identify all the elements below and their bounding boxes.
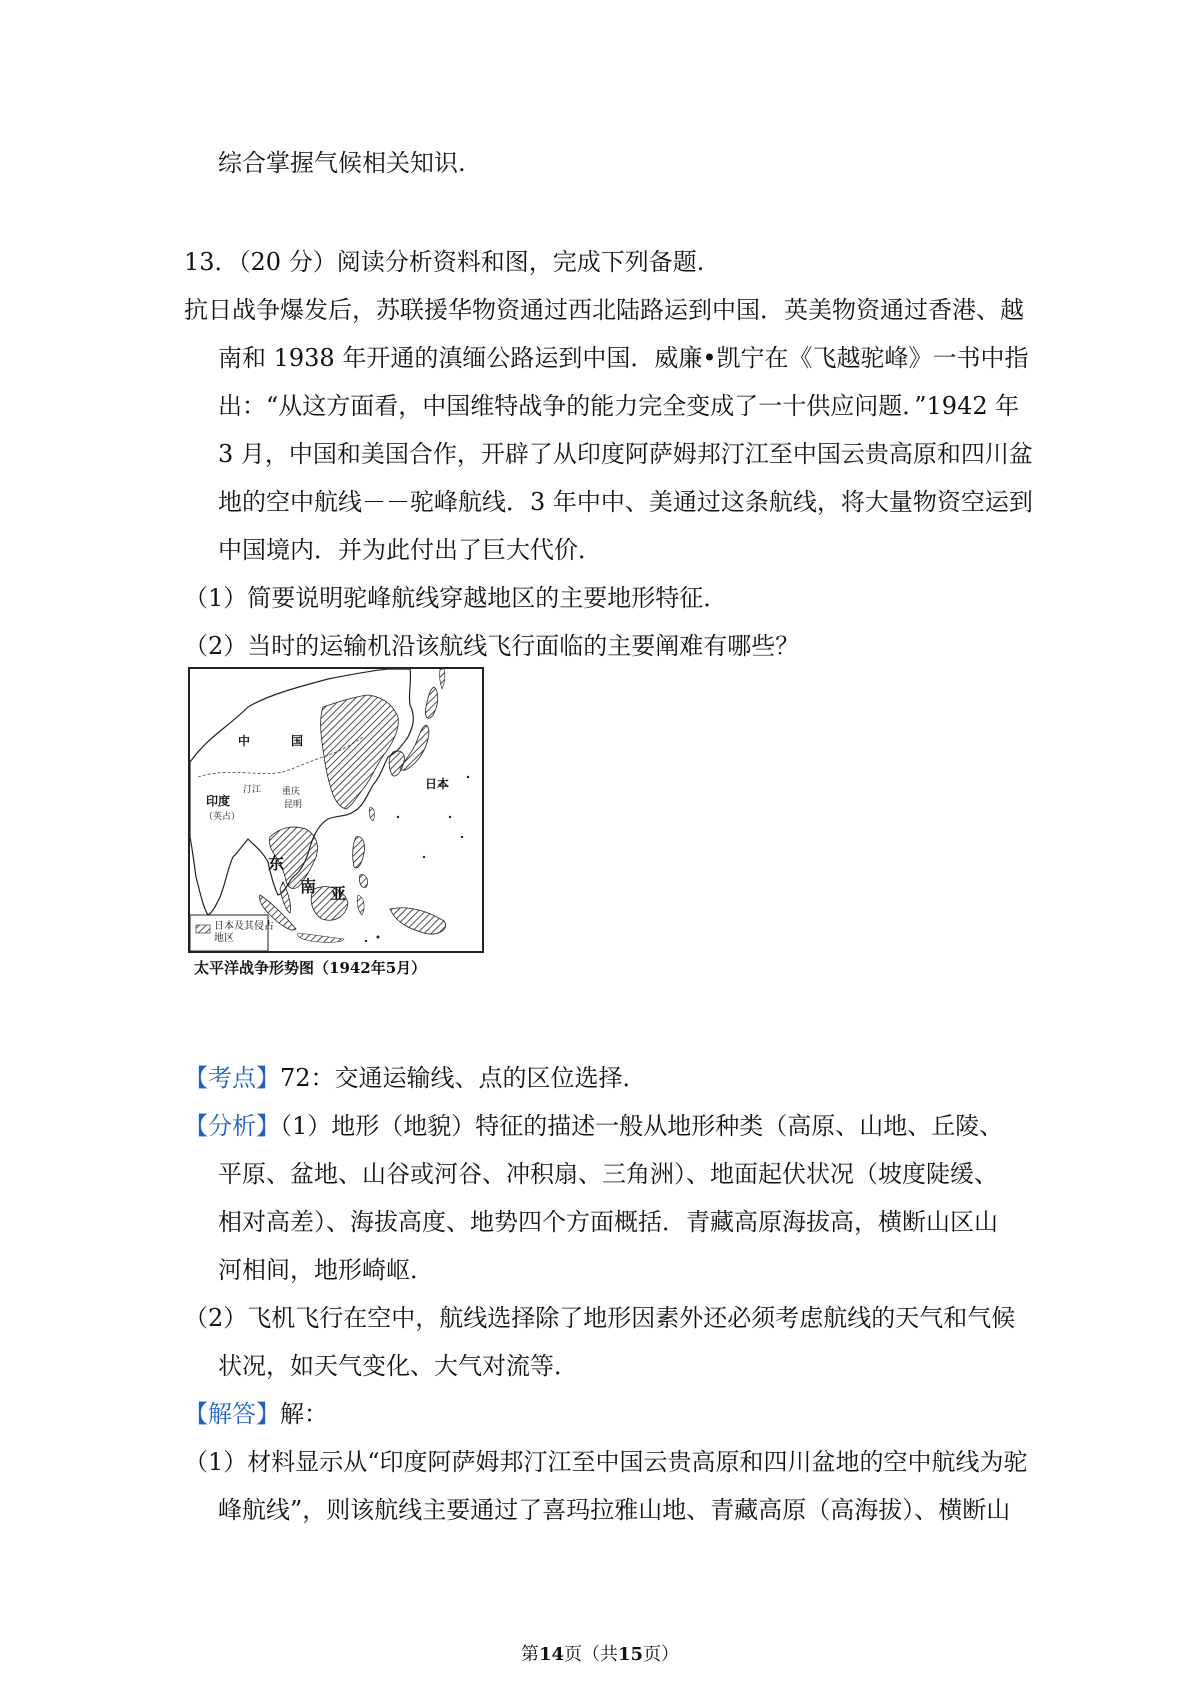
fenxi-tag: 【分析】 <box>184 1112 280 1140</box>
sub-question-1: （1）简要说明驼峰航线穿越地区的主要地形特征． <box>184 584 728 612</box>
map-label-dong: 东 <box>268 854 285 873</box>
map-legend-label: 日本及其侵占地区 <box>214 921 274 944</box>
footer-page-number: 14 <box>538 1644 564 1665</box>
fenxi-line: （2）飞机飞行在空中，航线选择除了地形因素外还必须考虑航线的天气和气候 <box>184 1304 1016 1332</box>
map-label-ya: 亚 <box>330 884 347 903</box>
fenxi-text: （1）地形（地貌）特征的描述一般从地形种类（高原、山地、丘陵、 <box>280 1112 1004 1140</box>
fenxi-line: 状况，如天气变化、大气对流等． <box>218 1352 578 1380</box>
jieda-line <box>184 1396 328 1432</box>
sub-question-2: （2）当时的运输机沿该航线飞行面临的主要阐难有哪些？ <box>184 632 800 660</box>
footer-total-pages: 15 <box>618 1644 644 1665</box>
fenxi-line: 河相间，地形崎岖． <box>218 1256 434 1284</box>
pacific-war-map-figure <box>188 667 484 983</box>
kaodian-tag: 【考点】 <box>184 1064 280 1092</box>
jieda-line: 峰航线”，则该航线主要通过了喜玛拉雅山地、青藏高原（高海拔）、横断山 <box>218 1496 1011 1524</box>
fenxi-line: 平原、盆地、山谷或河谷、冲积扇、三角洲）、地面起伏状况（坡度陡缓、 <box>218 1160 998 1188</box>
kaodian-text: 72：交通运输线、点的区位选择． <box>280 1064 647 1092</box>
fenxi-line <box>184 1108 1003 1144</box>
material-line: 地的空中航线－－驼峰航线．3 年中中、美通过这条航线，将大量物资空运到 <box>218 488 1033 516</box>
footer-pre: 第 <box>520 1644 539 1665</box>
previous-answer-tail: 综合掌握气候相关知识. <box>218 149 466 177</box>
material-line: 出：“从这方面看，中国维特战争的能力完全变成了一十供应问题．”1942 年 <box>218 392 1020 420</box>
material-line: 3 月，中国和美国合作，开辟了从印度阿萨姆邦汀江至中国云贵高原和四川盆 <box>218 440 1033 468</box>
map-caption: 太平洋战争形势图（1942年5月） <box>194 959 427 977</box>
map-label-nan: 南 <box>300 877 317 896</box>
kaodian-line <box>184 1060 647 1096</box>
map-label-japan: 日本 <box>425 777 450 791</box>
material-line: 南和 1938 年开通的滇缅公路运到中国．威廉•凯宁在《飞越驼峰》一书中指 <box>218 344 1029 372</box>
map-label-india: 印度 <box>206 794 231 808</box>
map-label-china: 中 <box>238 734 251 748</box>
fenxi-line: 相对高差）、海拔高度、地势四个方面概括．青藏高原海拔高，横断山区山 <box>218 1208 998 1236</box>
jieda-line: （1）材料显示从“印度阿萨姆邦汀江至中国云贵高原和四川盆地的空中航线为驼 <box>184 1448 1028 1476</box>
map-label-china: 国 <box>291 734 304 748</box>
footer-mid: 页（共 <box>564 1644 618 1665</box>
map-label-chongqing: 重庆 <box>282 787 301 797</box>
map-label-tingjiang: 汀江 <box>243 785 262 795</box>
map-label-india-sub: （英占） <box>204 812 241 822</box>
page-footer <box>0 1640 1200 1666</box>
material-line: 抗日战争爆发后，苏联援华物资通过西北陆路运到中国．英美物资通过香港、越 <box>184 296 1024 324</box>
footer-post: 页） <box>643 1644 680 1665</box>
jieda-text: 解： <box>280 1400 328 1428</box>
jieda-tag: 【解答】 <box>184 1400 280 1428</box>
material-line: 中国境内．并为此付出了巨大代价． <box>218 536 602 564</box>
question-header: 13．（20 分）阅读分析资料和图，完成下列备题. <box>184 248 705 276</box>
map-label-kunming: 昆明 <box>284 800 303 810</box>
